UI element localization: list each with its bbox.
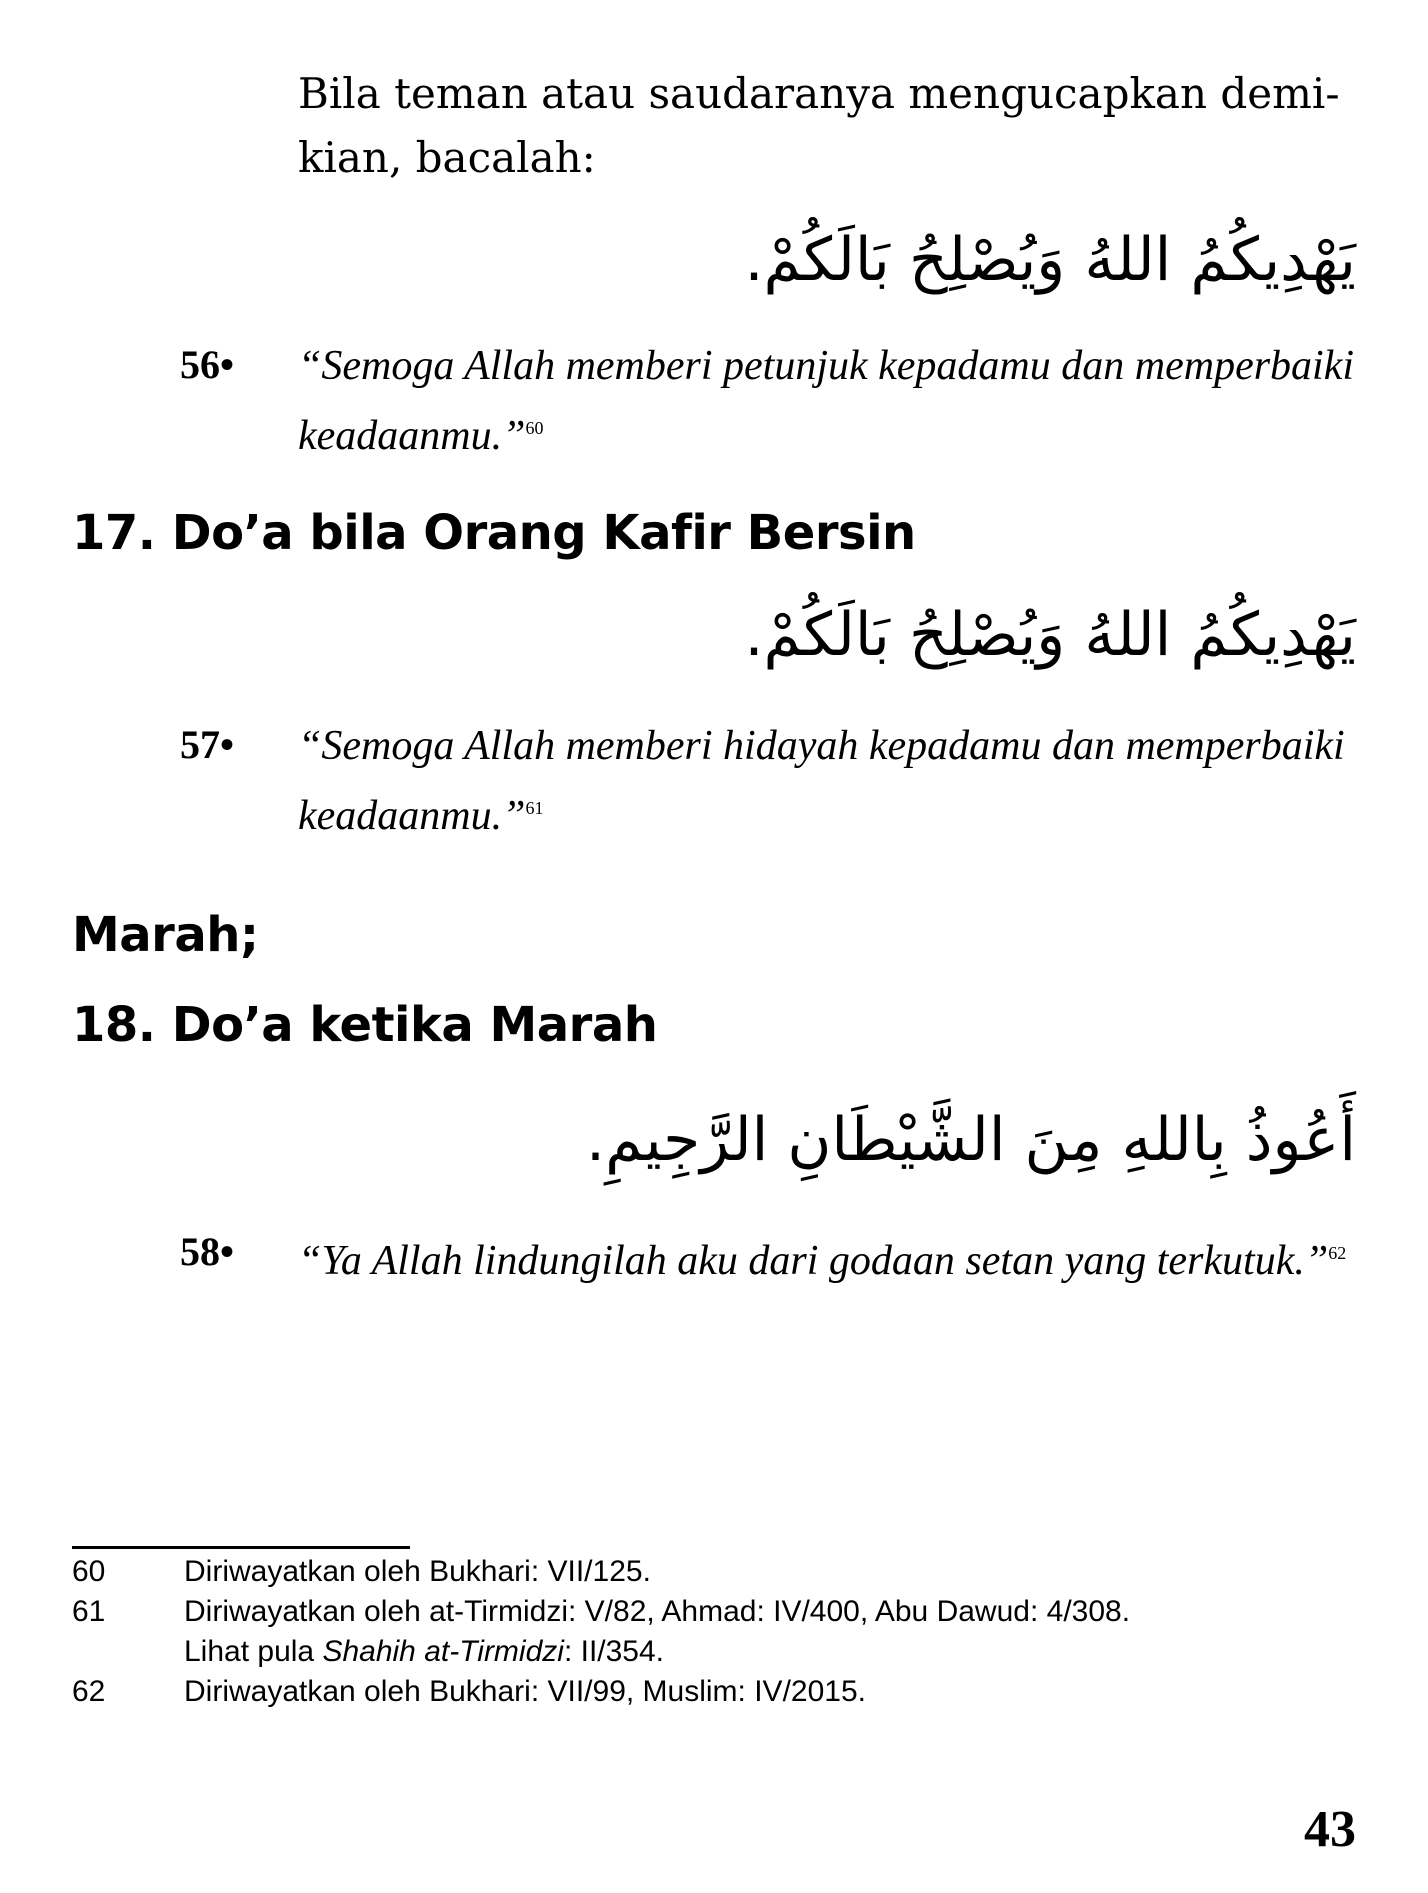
footnote-ref: 60 [525,418,544,438]
translation-text [298,335,1358,467]
dua-number: 58• [180,1229,235,1274]
translation-body: “Semoga Allah memberi hidayah kepadamu dan memperbaiki keadaanmu.” [298,723,1345,839]
footnote-ref: 62 [1328,1243,1347,1263]
footnote-number: 60 [72,1555,106,1588]
intro-paragraph: Bila teman atau saudaranya mengucapkan demi-kian, bacalah: [298,69,1340,182]
footnote-61 [72,1592,1372,1672]
arabic-dua-57: يَهْدِيكُمُ اللهُ وَيُصْلِحُ بَالَكُمْ. [744,600,1356,670]
translation-body: “Semoga Allah memberi petunjuk kepadamu dan memperbaiki keadaanmu.” [298,343,1355,459]
section-heading-18: 18. Do’a ketika Marah [72,997,658,1053]
footnote-62 [72,1672,1372,1712]
footnote-text [184,1592,1372,1672]
footnote-divider [72,1546,410,1549]
translation-text [298,1222,1358,1292]
footnote-text-line2c: : II/354. [563,1635,665,1668]
arabic-dua-56: يَهْدِيكُمُ اللهُ وَيُصْلِحُ بَالَكُمْ. [744,225,1356,295]
footnote-ref: 61 [525,798,544,818]
footnotes [72,1552,1372,1712]
footnote-text-line2a: Lihat pula [184,1635,323,1668]
arabic-dua-58: أَعُوذُ بِاللهِ مِنَ الشَّيْطَانِ الرَّجِيمِ. [586,1105,1356,1175]
section-heading-17: 17. Do’a bila Orang Kafir Bersin [72,505,916,561]
footnote-text-line1: Diriwayatkan oleh at-Tirmidzi: V/82, Ahmad: IV/400, Abu Dawud: 4/308. [184,1595,1131,1628]
footnote-number: 61 [72,1595,106,1628]
footnote-text: Diriwayatkan oleh Bukhari: VII/99, Muslim: IV/2015. [184,1675,866,1708]
footnote-text: Diriwayatkan oleh Bukhari: VII/125. [184,1555,651,1588]
footnote-60 [72,1552,1372,1592]
translation-text [298,715,1358,847]
dua-number: 57• [180,722,235,767]
category-heading-marah: Marah; [72,907,259,963]
dua-number: 56• [180,342,235,387]
page-number: 43 [1304,1801,1356,1858]
footnote-number: 62 [72,1675,106,1708]
translation-body: “Ya Allah lindungilah aku dari godaan setan yang terkutuk.” [298,1238,1329,1284]
footnote-book-title: Shahih at-Tirmidzi [322,1635,564,1668]
